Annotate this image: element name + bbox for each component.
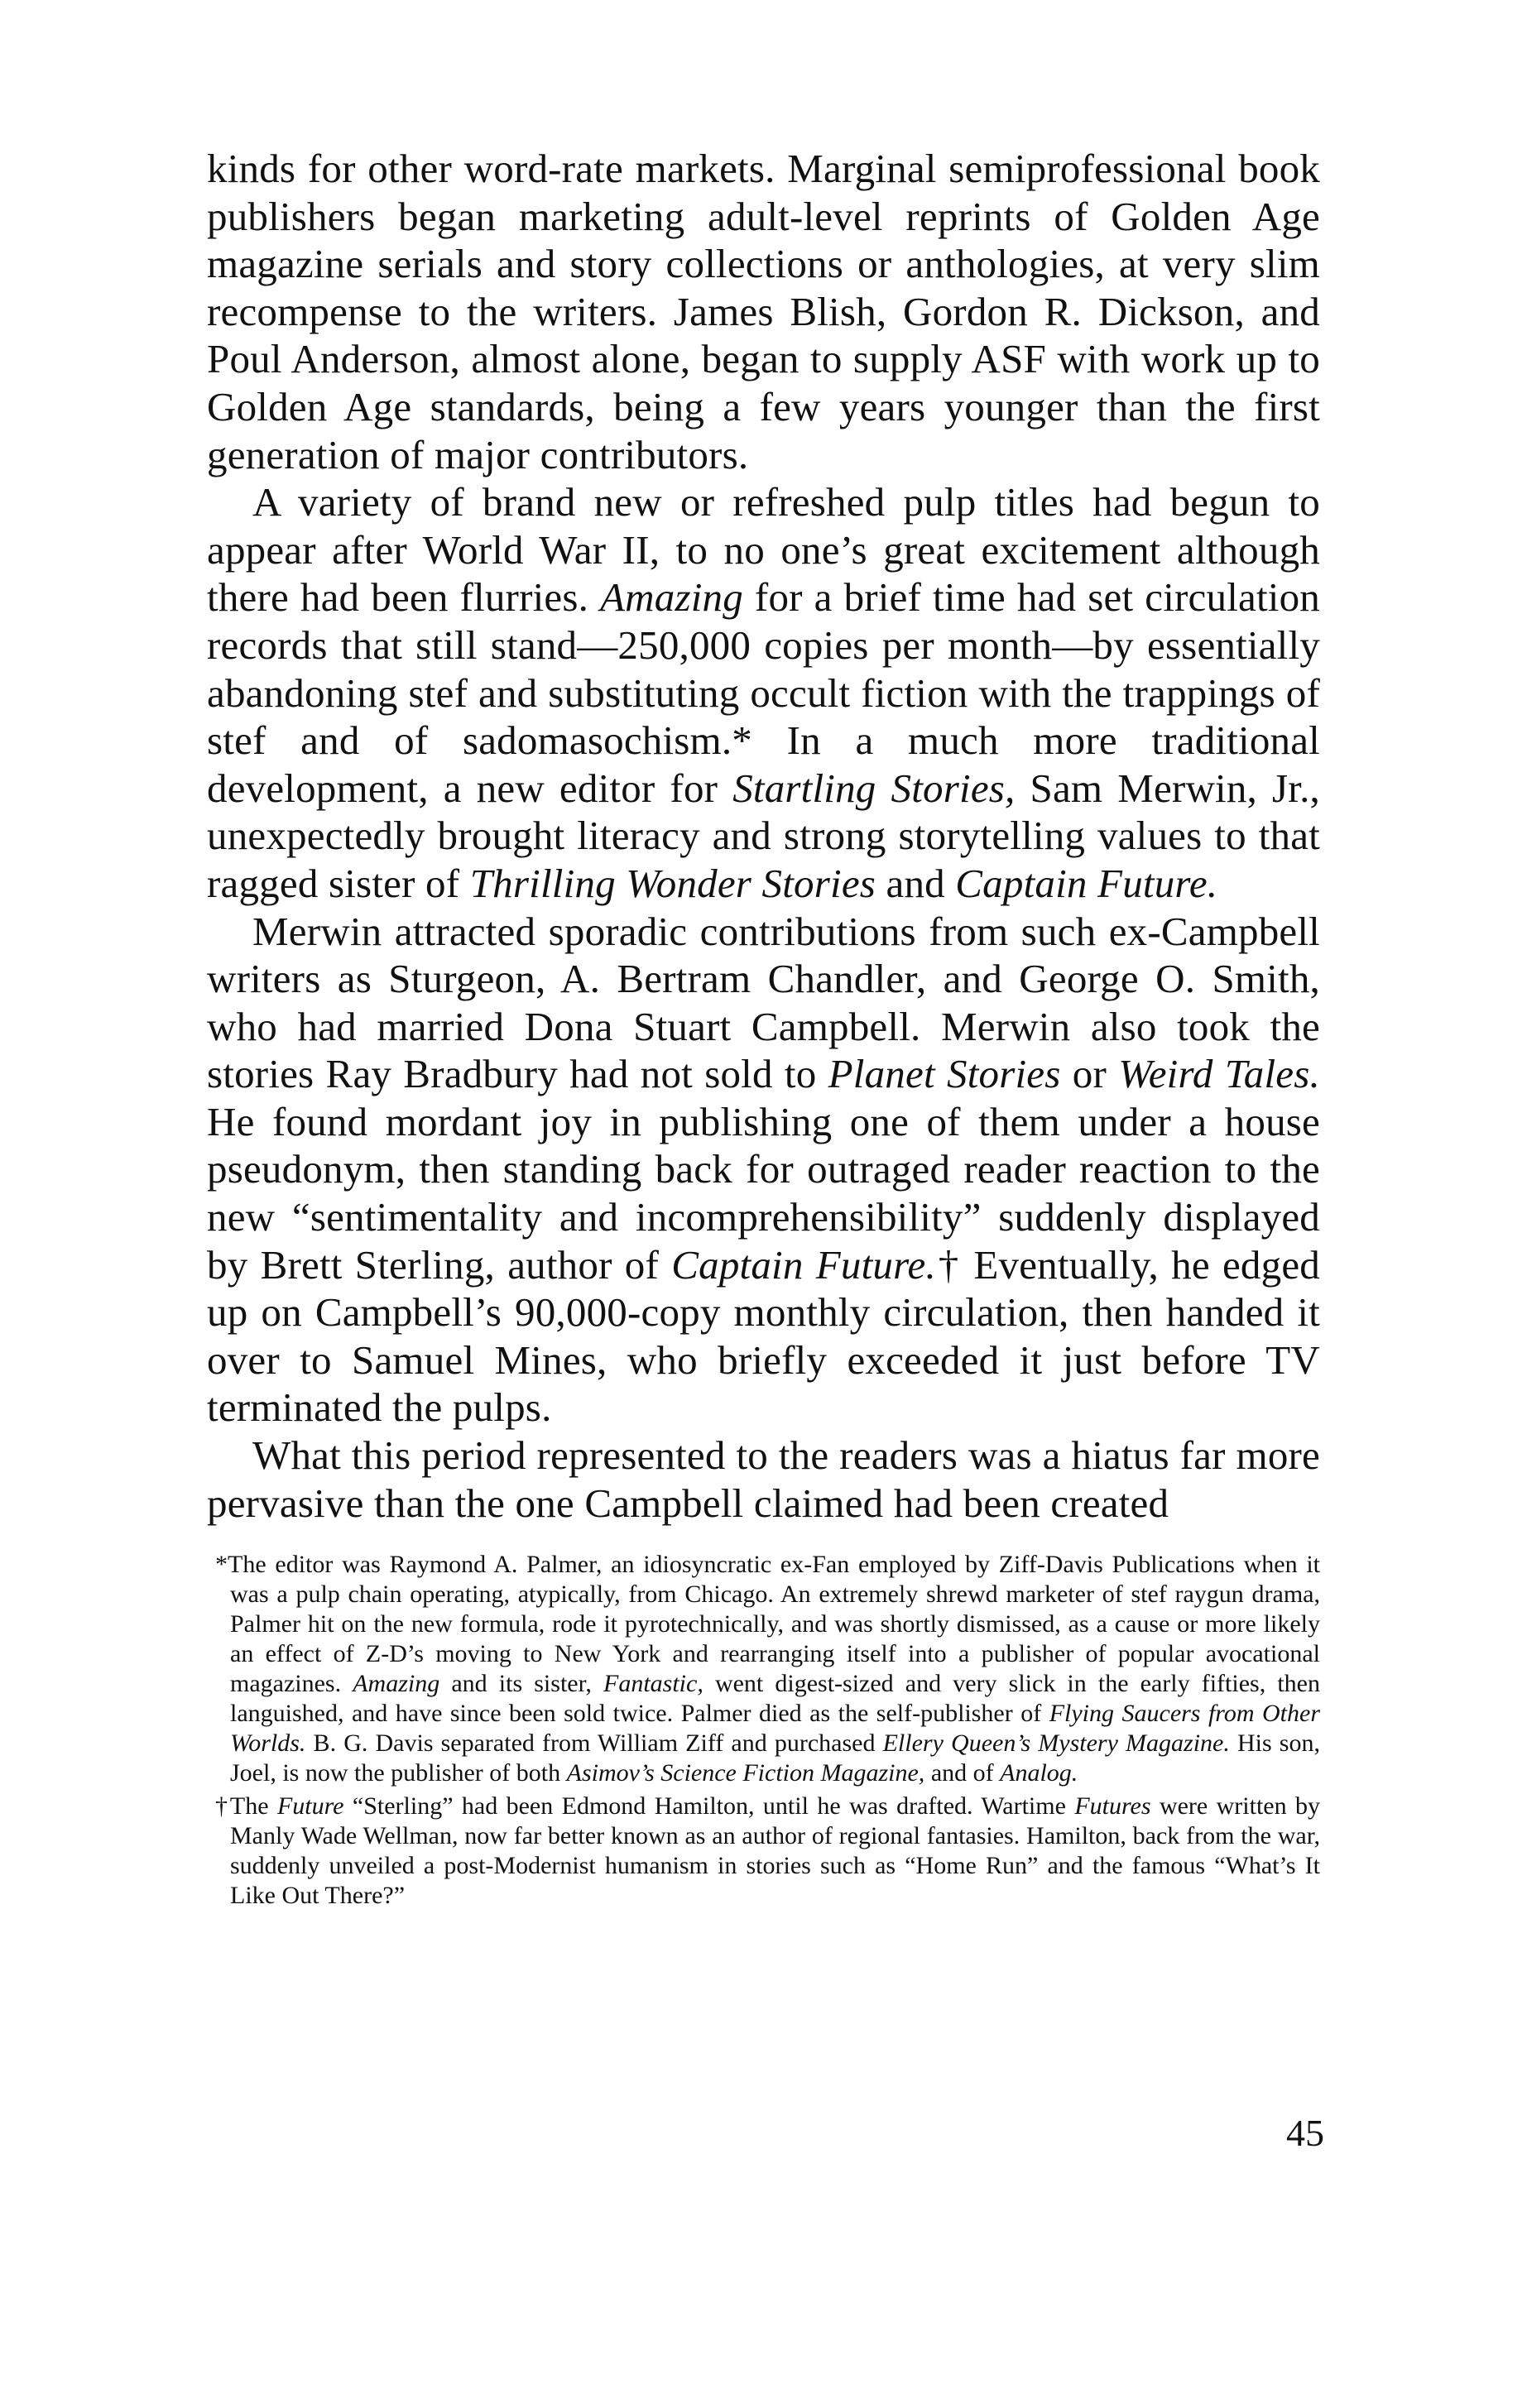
footnote-asterisk: *The editor was Raymond A. Palmer, an idiosyncratic ex-Fan employed by Ziff-Davis Publications when it was a pulp chain operating, atypically, from Chicago. An extremely shrewd marketer of stef raygun drama, Palmer hit on the new formula, rode it pyrotechnically, and was shortly dismissed, as a cause or more likely an effect of Z-D’s moving to New York and rearranging itself into a publisher of popular avocational magazines. Amazing and its sister, Fantastic, went digest-sized and very slick in the early fifties, then languished, and have since been sold twice. Palmer died as the self-publisher of Flying Saucers from Other Worlds. B. G. Davis separated from William Ziff and purchased Ellery Queen’s Mystery Magazine. His son, Joel, is now the publisher of both Asimov’s Science Fiction Magazine, and of Analog.	[215, 1551, 1321, 1787]
paragraph-4: What this period represented to the readers was a hiatus far more pervasive than the one Campbell claimed had been created	[207, 1432, 1320, 1526]
title-amazing: Amazing	[600, 574, 743, 621]
title-captain-future: Captain Future.	[671, 1241, 936, 1288]
title-captain-future: Captain Future.	[955, 860, 1218, 906]
paragraph-1: kinds for other word-rate markets. Marginal semiprofessional book publishers began marketing adult-level reprints of Golden Age magazine serials and story collections or anthologies, at very slim recompense to the writers. James Blish, Gordon R. Dickson, and Poul Anderson, almost alone, began to supply ASF with work up to Golden Age standards, being a few years younger than the first generation of major contributors.	[207, 146, 1320, 477]
title-startling-stories: Startling Stories,	[732, 765, 1016, 811]
paragraph-2: A variety of brand new or refreshed pulp titles had begun to appear after World War II, to no one’s great excitement although there had been flurries. Amazing for a brief time had set circulation records that still stand—250,000 copies per month—by essentially abandoning stef and substituting occult fiction with the trappings of stef and of sadomasochism.* In a much more traditional development, a new editor for Startling Stories, Sam Merwin, Jr., unexpectedly brought literacy and strong storytelling values to that ragged sister of Thrilling Wonder Stories and Captain Future.	[207, 479, 1320, 906]
footnotes	[207, 1550, 1320, 1911]
paragraph-3: Merwin attracted sporadic contributions from such ex-Campbell writers as Sturgeon, A. Bertram Chandler, and George O. Smith, who had married Dona Stuart Campbell. Merwin also took the stories Ray Bradbury had not sold to Planet Stories or Weird Tales. He found mordant joy in publishing one of them under a house pseudonym, then standing back for outraged reader reaction to the new “sentimentality and incomprehensibility” suddenly displayed by Brett Sterling, author of Captain Future.† Eventually, he edged up on Campbell’s 90,000-copy monthly circulation, then handed it over to Samuel Mines, who briefly exceeded it just before TV terminated the pulps.	[207, 908, 1320, 1431]
title-weird-tales: Weird Tales.	[1118, 1051, 1320, 1097]
page-content	[207, 145, 1320, 1911]
body-text	[207, 145, 1320, 1527]
page-number: 45	[1286, 2112, 1324, 2154]
title-planet-stories: Planet Stories	[828, 1051, 1061, 1097]
title-thrilling-wonder-stories: Thrilling Wonder Stories	[469, 860, 876, 906]
footnote-dagger: †The Future “Sterling” had been Edmond Hamilton, until he was drafted. Wartime Futures were written by Manly Wade Wellman, now far better known as an author of regional fantasies. Hamilton, back from the war, suddenly unveiled a post-Modernist humanism in stories such as “Home Run” and the famous “What’s It Like Out There?”	[215, 1792, 1320, 1910]
